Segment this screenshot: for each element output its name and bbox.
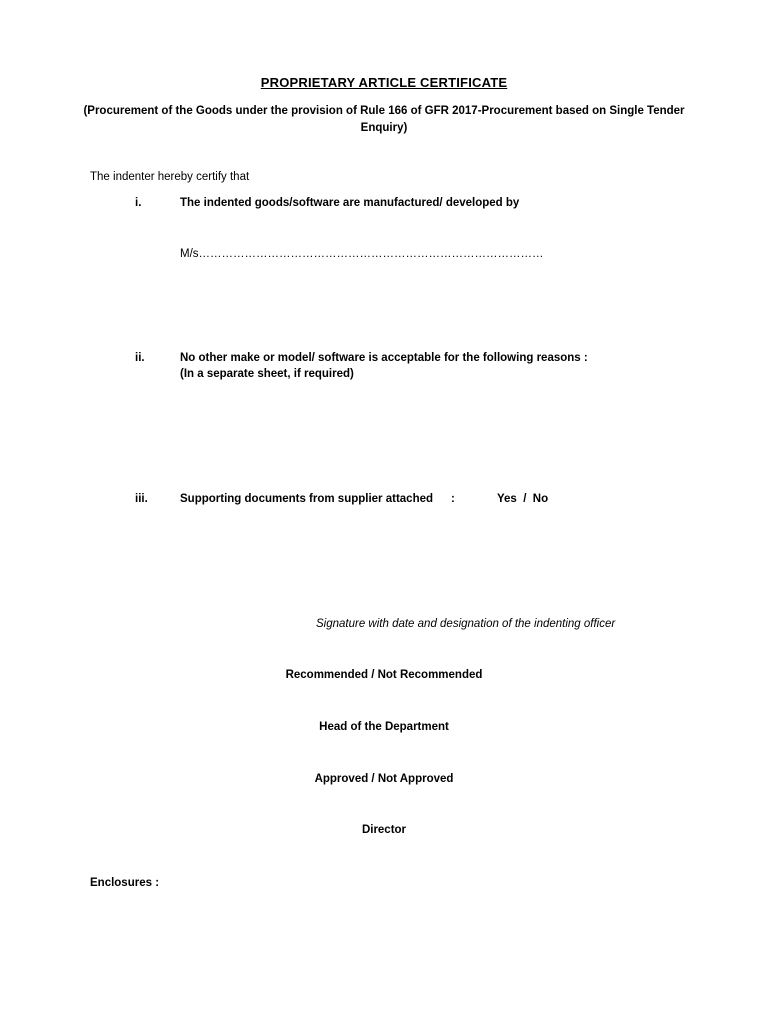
item-3-number: iii. bbox=[135, 493, 148, 505]
item-2-text: No other make or model/ software is acceptable for the following reasons : bbox=[180, 352, 588, 364]
yes-no-option: Yes / No bbox=[497, 493, 549, 505]
recommendation-label: Recommended / Not Recommended bbox=[285, 669, 483, 681]
director-label: Director bbox=[361, 824, 407, 836]
document-title: PROPRIETARY ARTICLE CERTIFICATE bbox=[260, 75, 508, 90]
item-2-number: ii. bbox=[135, 352, 145, 364]
intro-text: The indenter hereby certify that bbox=[90, 171, 250, 183]
document-subtitle: (Procurement of the Goods under the provision of Rule 166 of GFR 2017-Procurement based on Single Tender Enquiry) bbox=[83, 105, 685, 134]
enclosures-label: Enclosures : bbox=[90, 877, 160, 889]
item-1-text: The indented goods/software are manufactured/ developed by bbox=[180, 197, 520, 209]
item-3-colon: : bbox=[451, 493, 455, 505]
item-1-number: i. bbox=[135, 197, 142, 209]
hod-label: Head of the Department bbox=[319, 721, 449, 733]
approval-label: Approved / Not Approved bbox=[314, 773, 454, 785]
item-3-text: Supporting documents from supplier attached bbox=[180, 493, 434, 505]
manufacturer-line: M/s……………………………………………………………………………… bbox=[180, 248, 544, 260]
item-2-note: (In a separate sheet, if required) bbox=[180, 368, 354, 380]
signature-label: Signature with date and designation of the indenting officer bbox=[316, 618, 616, 630]
